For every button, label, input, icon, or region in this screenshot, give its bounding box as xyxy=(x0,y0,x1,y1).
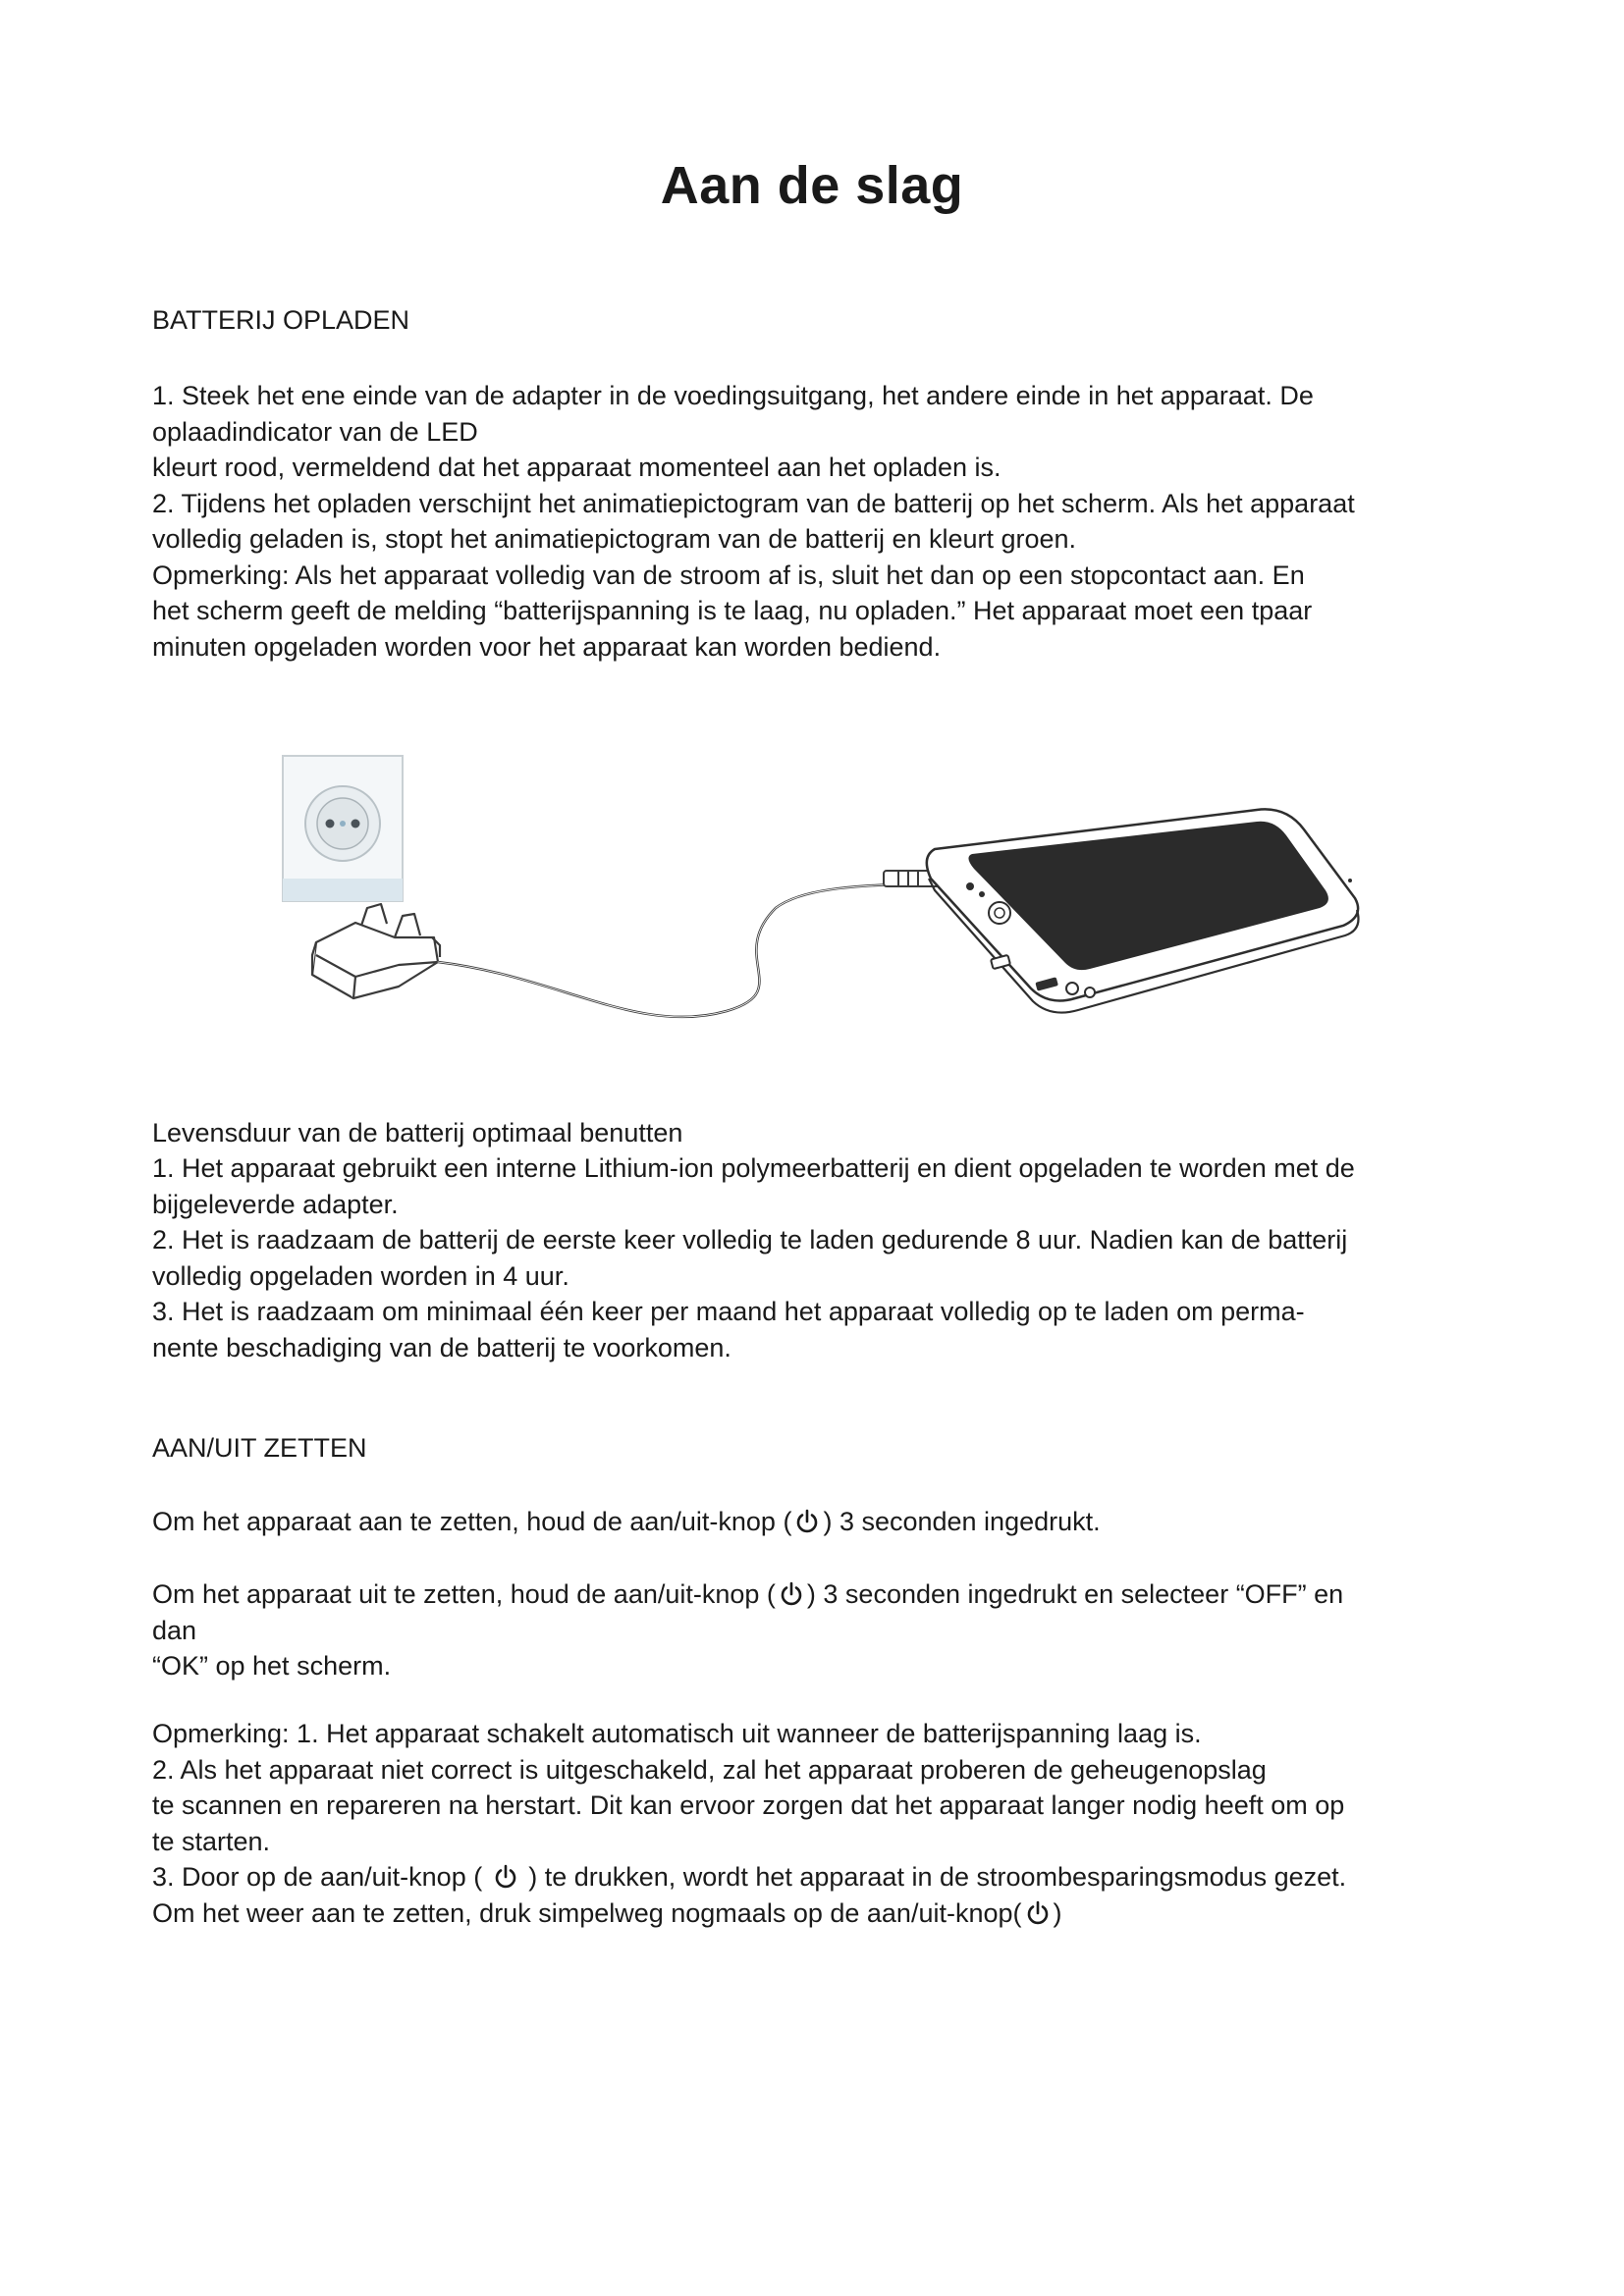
paragraph-line: 1. Steek het ene einde van de adapter in de voedingsuitgang, het andere einde in het apparaat. De xyxy=(152,381,1314,410)
tablet-icon xyxy=(927,809,1359,1012)
paragraph-line: te starten. xyxy=(152,1826,271,1856)
paragraph-line: minuten opgeladen worden voor het apparaat kan worden bediend. xyxy=(152,631,942,662)
wall-socket-icon xyxy=(283,756,403,901)
paragraph-line: Om het apparaat aan te zetten, houd de aan/uit-knop ( ) 3 seconden ingedrukt. xyxy=(152,1507,1101,1536)
paragraph-line: 2. Tijdens het opladen verschijnt het animatiepictogram van de batterij op het scherm. Als het apparaat xyxy=(152,488,1355,518)
paragraph-line: het scherm geeft de melding “batterijspanning is te laag, nu opladen.” Het apparaat moet een tpaar xyxy=(152,596,1313,625)
paragraph-line: 2. Als het apparaat niet correct is uitgeschakeld, zal het apparaat proberen de geheugenopslag xyxy=(152,1754,1267,1785)
section-battery-charging xyxy=(152,302,1488,338)
section-heading: BATTERIJ OPLADEN xyxy=(152,305,410,335)
paragraph-line: dan xyxy=(152,1615,197,1645)
page-title: Aan de slag xyxy=(660,156,964,215)
power-icon xyxy=(492,1863,519,1891)
charging-cable xyxy=(438,879,972,1017)
paragraph-line: 1. Het apparaat gebruikt een interne Lithium-ion polymeerbatterij en dient opgeladen te worden met de xyxy=(152,1153,1355,1183)
power-adapter-icon xyxy=(312,904,440,998)
power-notes xyxy=(152,1716,1488,1931)
section-heading: Levensduur van de batterij optimaal benutten xyxy=(152,1118,683,1148)
paragraph-line: volledig geladen is, stopt het animatiepictogram van de batterij en kleurt groen. xyxy=(152,524,1077,554)
power-off-instruction xyxy=(152,1576,1488,1684)
paragraph-line: Om het weer aan te zetten, druk simpelweg nogmaals op de aan/uit-knop( ) xyxy=(152,1897,1062,1928)
paragraph-line: Opmerking: Als het apparaat volledig van de stroom af is, sluit het dan op een stopcontact aan. En xyxy=(152,560,1305,590)
power-on-instruction xyxy=(152,1504,1488,1540)
paragraph-line: nente beschadiging van de batterij te voorkomen. xyxy=(152,1332,731,1362)
section-power-on-off xyxy=(152,1430,1488,1466)
section-battery-charging-body xyxy=(152,378,1488,665)
paragraph-line: kleurt rood, vermeldend dat het apparaat momenteel aan het opladen is. xyxy=(152,453,1001,482)
paragraph-line: “OK” op het scherm. xyxy=(152,1651,392,1681)
paragraph-line: Opmerking: 1. Het apparaat schakelt automatisch uit wanneer de batterijspanning laag is. xyxy=(152,1719,1202,1748)
charging-illustration xyxy=(265,741,1365,1085)
paragraph-line: te scannen en repareren na herstart. Dit kan ervoor zorgen dat het apparaat langer nodig heeft om op xyxy=(152,1790,1345,1820)
paragraph-line: bijgeleverde adapter. xyxy=(152,1189,399,1219)
paragraph-line: Om het apparaat uit te zetten, houd de aan/uit-knop ( ) 3 seconden ingedrukt en selecteer “OFF” en xyxy=(152,1579,1344,1609)
paragraph-line: 3. Door op de aan/uit-knop ( ) te drukken, wordt het apparaat in de stroombesparingsmodus gezet. xyxy=(152,1862,1347,1892)
power-icon xyxy=(778,1580,805,1608)
paragraph-line: 3. Het is raadzaam om minimaal één keer per maand het apparaat volledig op te laden om perma- xyxy=(152,1297,1305,1326)
power-icon xyxy=(1024,1899,1052,1927)
paragraph-line: oplaadindicator van de LED xyxy=(152,416,478,447)
paragraph-line: 2. Het is raadzaam de batterij de eerste keer volledig te laden gedurende 8 uur. Nadien kan de batterij xyxy=(152,1225,1348,1255)
section-heading: AAN/UIT ZETTEN xyxy=(152,1433,367,1463)
power-icon xyxy=(793,1508,821,1535)
section-battery-life xyxy=(152,1115,1488,1365)
paragraph-line: volledig opgeladen worden in 4 uur. xyxy=(152,1260,569,1291)
